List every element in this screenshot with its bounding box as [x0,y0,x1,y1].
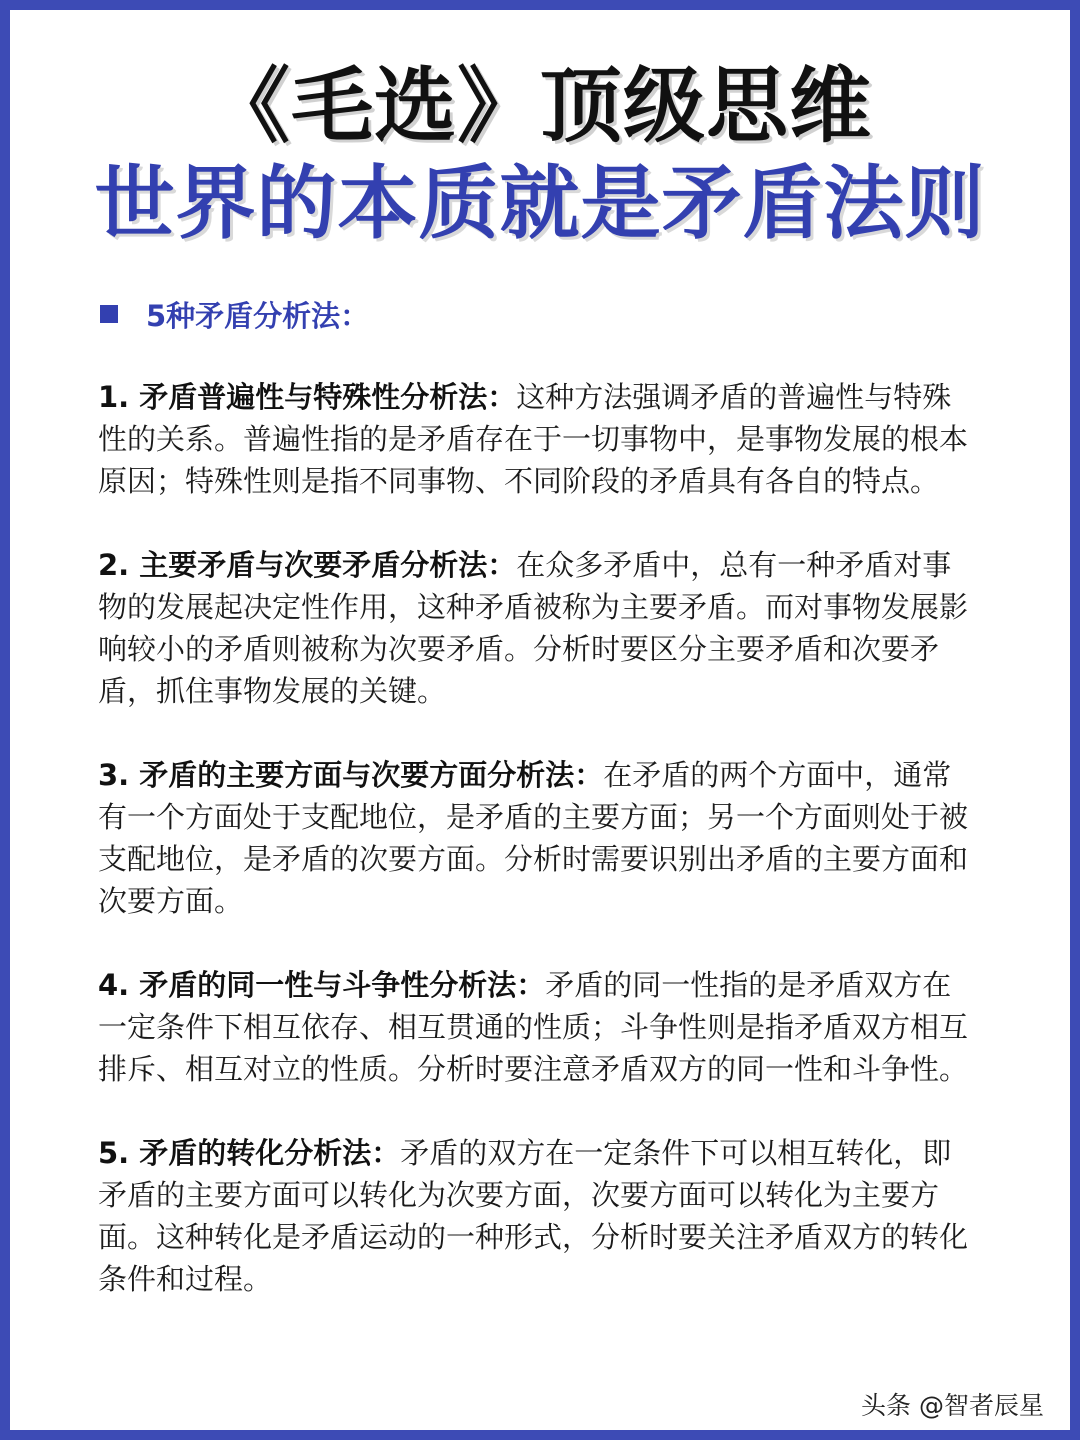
item-5-body: 矛盾的双方在一定条件下可以相互转化，即矛盾的主要方面可以转化为次要方面，次要方面可以转化为主要方面。这种转化是矛盾运动的一种形式，分析时要关注矛盾双方的转化条件和过程。 [98,1136,969,1297]
title-line-1: 《毛选》顶级思维 [207,59,872,154]
list-item-1 [98,376,978,502]
item-4-heading: 4. 矛盾的同一性与斗争性分析法： [98,968,546,1003]
list-item-5 [98,1132,978,1300]
item-2-heading: 2. 主要矛盾与次要矛盾分析法： [98,548,517,583]
list-item-3 [98,754,978,922]
item-1-heading: 1. 矛盾普遍性与特殊性分析法： [98,380,517,415]
section-heading-text: 5种矛盾分析法： [146,298,370,333]
title-line-2: 世界的本质就是矛盾法则 [94,157,986,251]
item-1-body: 这种方法强调矛盾的普遍性与特殊性的关系。普遍性指的是矛盾存在于一切事物中，是事物发展的根本原因；特殊性则是指不同事物、不同阶段的矛盾具有各自的特点。 [98,380,969,499]
watermark: 头条 @智者辰星 [861,1391,1044,1420]
item-5-heading: 5. 矛盾的转化分析法： [98,1136,401,1171]
item-3-heading: 3. 矛盾的主要方面与次要方面分析法： [98,758,604,793]
item-4-body: 矛盾的同一性指的是矛盾双方在一定条件下相互依存、相互贯通的性质；斗争性则是指矛盾双方相互排斥、相互对立的性质。分析时要注意矛盾双方的同一性和斗争性。 [98,968,969,1087]
square-bullet-icon [100,305,118,323]
list-item-4 [98,964,978,1090]
document-page [10,10,1070,1430]
section-heading [98,294,1070,334]
item-3-body: 在矛盾的两个方面中，通常有一个方面处于支配地位，是矛盾的主要方面；另一个方面则处于被支配地位，是矛盾的次要方面。分析时需要识别出矛盾的主要方面和次要方面。 [98,758,969,919]
item-2-body: 在众多矛盾中，总有一种矛盾对事物的发展起决定性作用，这种矛盾被称为主要矛盾。而对事物发展影响较小的矛盾则被称为次要矛盾。分析时要区分主要矛盾和次要矛盾，抓住事物发展的关键。 [98,548,969,709]
list-item-2 [98,544,978,712]
